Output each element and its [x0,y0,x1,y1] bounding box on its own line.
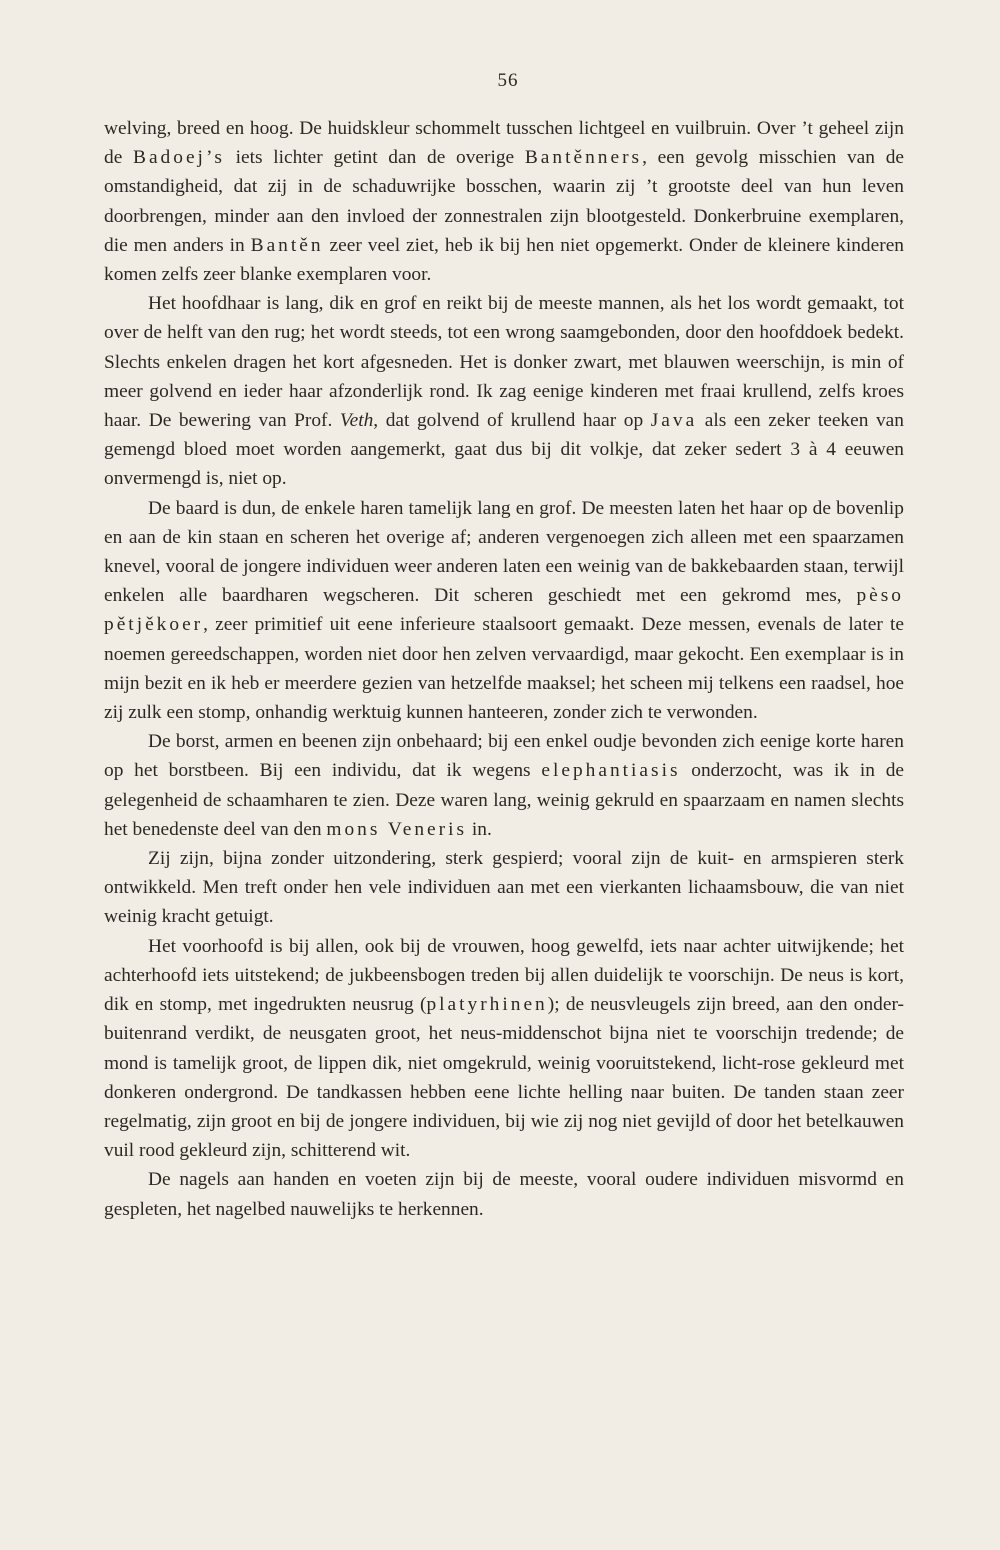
spaced-emphasis-text: platyrhinen [426,994,548,1016]
text-run: iets lichter getint dan de overige [224,147,525,169]
paragraph [104,114,904,289]
text-run: Zij zijn, bijna zonder uitzondering, sterk gespierd; vooral zijn de kuit- en armspieren sterk ontwikkeld. Men treft onder hen vele individuen aan met een vierkanten lichaamsbouw, die van niet weinig kracht getuigt. [104,848,904,928]
text-run: De nagels aan handen en voeten zijn bij de meeste, vooral oudere individuen misvormd en gespleten, het nagelbed nauwelijks te herkennen. [104,1169,904,1220]
italic-name-text: Veth [339,410,374,432]
text-run: De borst, armen en beenen zijn onbehaard; bij een enkel oudje bevonden zich eenige korte haren op het borstbeen. Bij een individu, dat ik wegens [104,731,904,782]
spaced-emphasis-text: Java [650,410,698,432]
text-run: , zeer primitief uit eene inferieure staalsoort gemaakt. Deze messen, evenals de later te noemen gereedschappen, worden niet door hen zelven vervaardigd, maar gekocht. Een exemplaar is in mijn bezit en ik heb er meerdere gezien van hetzelfde maaksel; het scheen mij telkens een raadsel, hoe zij zulk een stomp, onhandig werktuig kunnen hanteeren, zonder zich te verwonden. [104,614,904,724]
spaced-emphasis-text: Bantěnners [524,147,643,169]
paragraph [104,844,904,932]
text-run: Het hoofdhaar is lang, dik en grof en reikt bij de meeste mannen, als het los wordt gemaakt, tot over de helft van den rug; het wordt steeds, tot een wrong saamgebonden, door den hoofddoek bedekt. Slechts enkelen dragen het kort afgesneden. Het is donker zwart, met blauwen weerschijn, is min of meer golvend en ieder haar afzonderlijk rond. Ik zag eenige kinderen met fraai krullend, zelfs kroes haar. De bewering van Prof. [104,293,904,432]
paragraph [104,1165,904,1223]
text-run: , een gevolg misschien van de omstandigheid, dat zij in de schaduwrijke bosschen, waarin zij ’t grootste deel van hun leven doorbrengen, minder aan den invloed der zonnestralen zijn blootgesteld. Donkerbruine exemplaren, die men anders in [104,147,904,256]
text-run: ); de neusvleugels zijn breed, aan den onder-buitenrand verdikt, de neusgaten groot, het neus-middenschot bijna niet te voorschijn tredende; de mond is tamelijk groot, de lippen dik, niet omgekruld, weinig vooruitstekend, licht-rose gekleurd met donkeren ondergrond. De tandkassen hebben eene lichte helling naar buiten. De tanden staan zeer regelmatig, zijn groot en bij de jongere individuen, bij wie zij nog niet gevijld of door het betelkauwen vuil rood gekleurd zijn, schitterend wit. [104,994,904,1162]
text-run: onderzocht, was ik in de gelegenheid de schaamharen te zien. Deze waren lang, weinig gekruld en spaarzaam en namen slechts het benedenste deel van den [104,760,904,840]
spaced-emphasis-text: Bantěn [250,234,324,256]
text-run: zeer veel ziet, heb ik bij hen niet opgemerkt. Onder de kleinere kinderen komen zelfs zeer blanke exemplaren voor. [104,234,904,286]
text-run: , dat golvend of krullend haar op [373,410,651,432]
spaced-emphasis-text: pèso pětjěkoer [104,585,904,636]
paragraph [104,727,904,844]
spaced-emphasis-text: elephantiasis [541,760,681,782]
spaced-emphasis-text: Badoej’s [133,147,225,169]
page-number: 56 [497,70,519,91]
text-run: in. [467,818,492,840]
text-run: als een zeker teeken van gemengd bloed moet worden aangemerkt, gaat dus bij dit volkje, dat zeker sedert 3 à 4 eeuwen onvermengd is, niet op. [104,410,904,490]
paragraph [104,494,904,728]
paragraph [104,289,904,493]
body-text [104,114,904,1224]
spaced-emphasis-text: mons Veneris [326,818,468,840]
text-run: De baard is dun, de enkele haren tamelijk lang en grof. De meesten laten het haar op de bovenlip en aan de kin staan en scheren het overige af; anderen vergenoegen zich alleen met een spaarzamen knevel, vooral de jongere individuen weer anderen laten een weinig van de bakkebaarden staan, terwijl enkelen alle baardharen wegscheren. Dit scheren geschiedt met een gekromd mes, [104,497,904,607]
text-run: Het voorhoofd is bij allen, ook bij de vrouwen, hoog gewelfd, iets naar achter uitwijkende; het achterhoofd iets uitstekend; de jukbeensbogen treden bij allen duidelijk te voorschijn. De neus is kort, dik en stomp, met ingedrukten neusrug ( [104,935,904,1016]
text-run: welving, breed en hoog. De huidskleur schommelt tusschen lichtgeel en vuilbruin. Over ’t geheel zijn de [104,118,904,169]
paragraph [104,932,904,1166]
